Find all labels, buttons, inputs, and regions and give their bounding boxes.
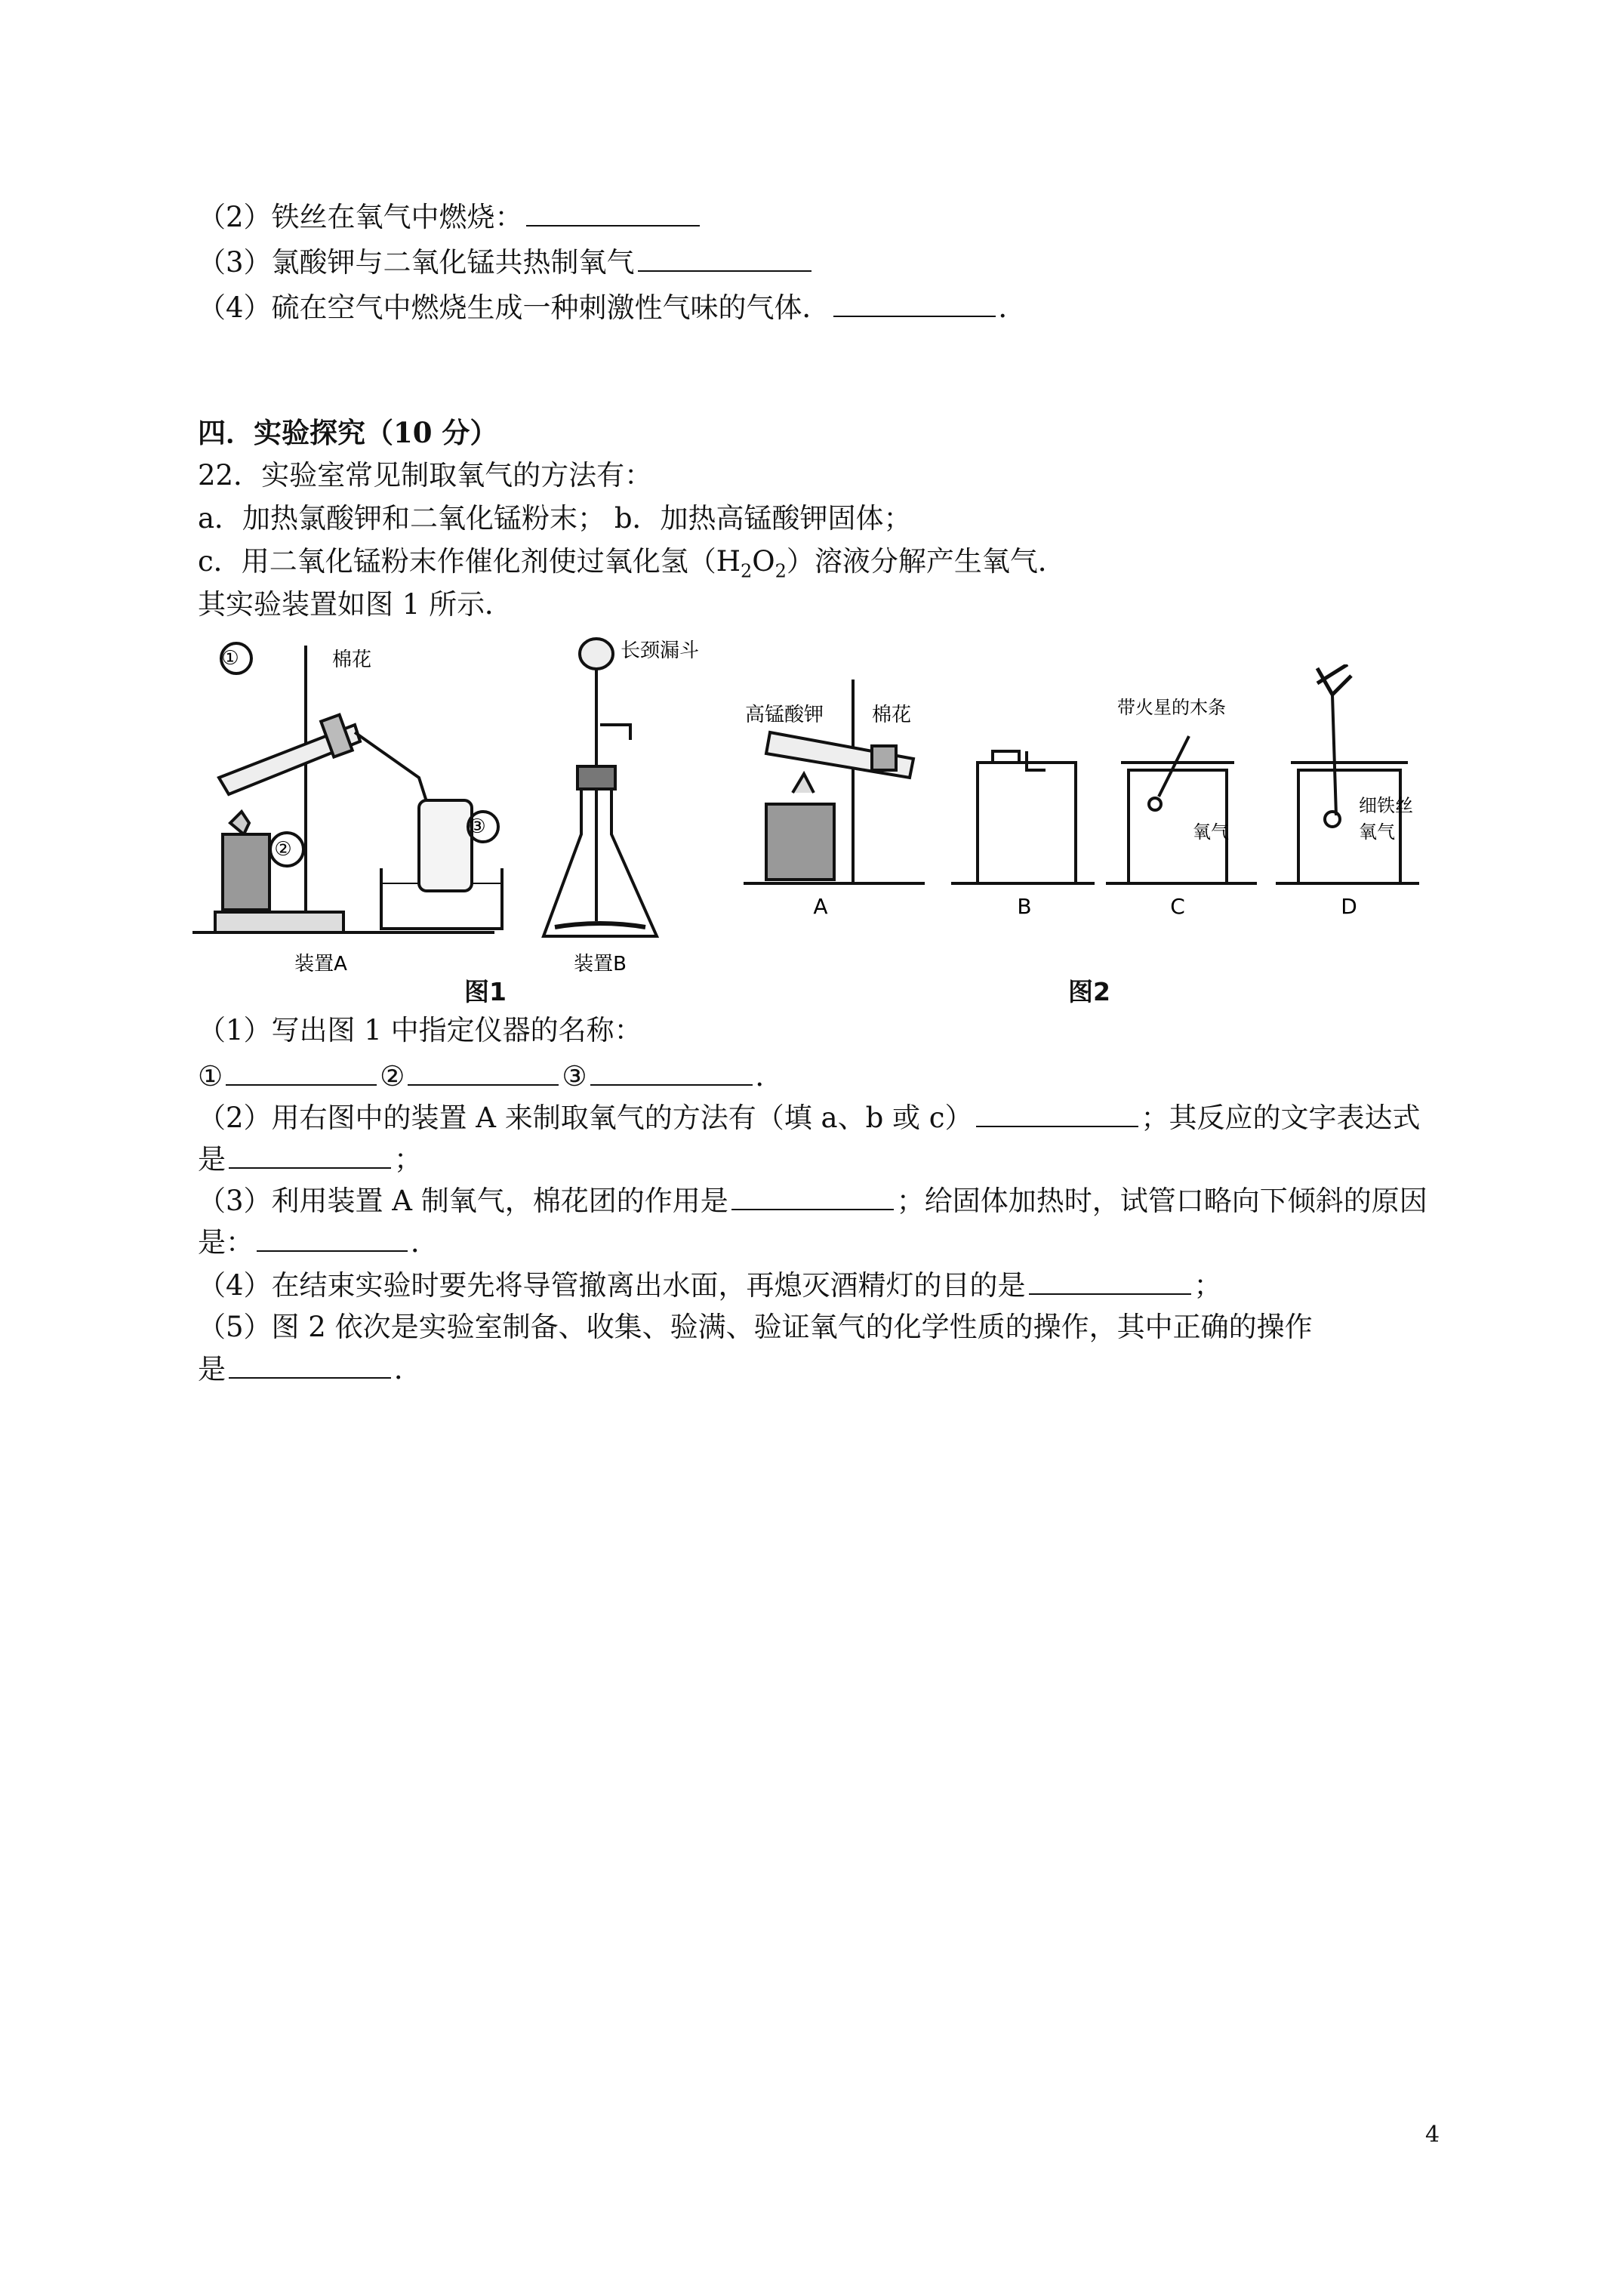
question-text: （2）铁丝在氧气中燃烧： xyxy=(198,201,523,233)
answer-blank[interactable] xyxy=(257,1223,408,1252)
figure-2-drawing xyxy=(736,664,1431,921)
instrument-label-1: ① xyxy=(221,647,239,670)
section-4-heading: 四．实验探究（10 分） xyxy=(198,416,498,449)
apparatus-label-d: D xyxy=(1341,894,1357,919)
method-a-b: a．加热氯酸钾和二氧化锰粉末； b．加热高锰酸钾固体； xyxy=(198,502,912,535)
instrument-label-3: ③ xyxy=(468,815,486,838)
device-b-label: 装置B xyxy=(574,953,627,975)
answer-blank[interactable] xyxy=(229,1350,391,1379)
figure-2 xyxy=(736,664,1431,921)
answer-blank[interactable] xyxy=(408,1057,559,1086)
question-text: （4）硫在空气中燃烧生成一种刺激性气味的气体． xyxy=(198,291,830,324)
answer-blank[interactable] xyxy=(833,288,996,317)
cotton-label-2: 棉花 xyxy=(872,704,912,726)
method-c: c．用二氧化锰粉末作催化剂使过氧化氢$(H_2O_2)$溶液分解产生氧气． xyxy=(198,545,1066,582)
answer-blank[interactable] xyxy=(976,1099,1138,1127)
apparatus-note: 其实验装置如图 1 所示． xyxy=(198,588,513,621)
question-22-1: （1）写出图 1 中指定仪器的名称： xyxy=(198,1014,642,1046)
apparatus-label-c: C xyxy=(1170,894,1185,919)
answer-blank[interactable] xyxy=(590,1057,753,1086)
kmno4-label: 高锰酸钾 xyxy=(745,704,824,726)
question-22-2-line1: （2）用右图中的装置 A 来制取氧气的方法有（填 a、b 或 c） ；其反应的文字表达式 xyxy=(198,1099,1421,1137)
period: ． xyxy=(998,291,1027,324)
apparatus-label-a: A xyxy=(813,894,828,919)
iron-wire-label: 细铁丝 xyxy=(1359,795,1413,816)
page-number: 4 xyxy=(1425,2122,1440,2148)
glowing-splint-label: 带火星的木条 xyxy=(1117,697,1226,718)
question-22-5-line1: （5）图 2 依次是实验室制备、收集、验满、验证氧气的化学性质的操作，其中正确的操作 xyxy=(198,1311,1313,1343)
oxygen-label-d: 氧气 xyxy=(1359,821,1395,843)
figure-1-caption: 图1 xyxy=(464,977,507,1006)
question-22-5-line2: 是 ． xyxy=(198,1350,422,1388)
oxygen-label-c: 氧气 xyxy=(1193,821,1229,843)
answer-blank[interactable] xyxy=(526,198,700,227)
question-22-3-line1: （3）利用装置 A 制氧气，棉花团的作用是 ；给固体加热时，试管口略向下倾斜的原因 xyxy=(198,1182,1427,1220)
question-22-3-line2: 是： ． xyxy=(198,1223,439,1262)
question-22-2-line2: 是 ； xyxy=(198,1140,422,1179)
instrument-label-2: ② xyxy=(274,838,292,861)
question-3-3 xyxy=(198,243,815,282)
answer-blank[interactable] xyxy=(1029,1266,1191,1295)
answer-blank[interactable] xyxy=(638,243,812,272)
question-3-2 xyxy=(198,198,703,236)
answer-blank[interactable] xyxy=(229,1140,391,1169)
question-22-4: （4）在结束实验时要先将导管撤离出水面，再熄灭酒精灯的目的是 ； xyxy=(198,1266,1222,1305)
cotton-label: 棉花 xyxy=(332,649,372,671)
device-a-label: 装置A xyxy=(294,953,347,975)
question-22-intro: 22．实验室常见制取氧气的方法有： xyxy=(198,459,653,492)
question-3-4 xyxy=(198,288,1027,327)
apparatus-label-b: B xyxy=(1017,894,1032,919)
question-text: （3）氯酸钾与二氧化锰共热制氧气 xyxy=(198,246,635,279)
funnel-label: 长颈漏斗 xyxy=(621,639,700,662)
figure-2-caption: 图2 xyxy=(1068,977,1110,1006)
answer-blank[interactable] xyxy=(226,1057,377,1086)
figure-1-drawing xyxy=(192,627,736,982)
figure-1 xyxy=(192,627,736,982)
answer-blank[interactable] xyxy=(731,1182,894,1210)
question-22-1-answers: ① ② ③ ． xyxy=(198,1057,784,1096)
